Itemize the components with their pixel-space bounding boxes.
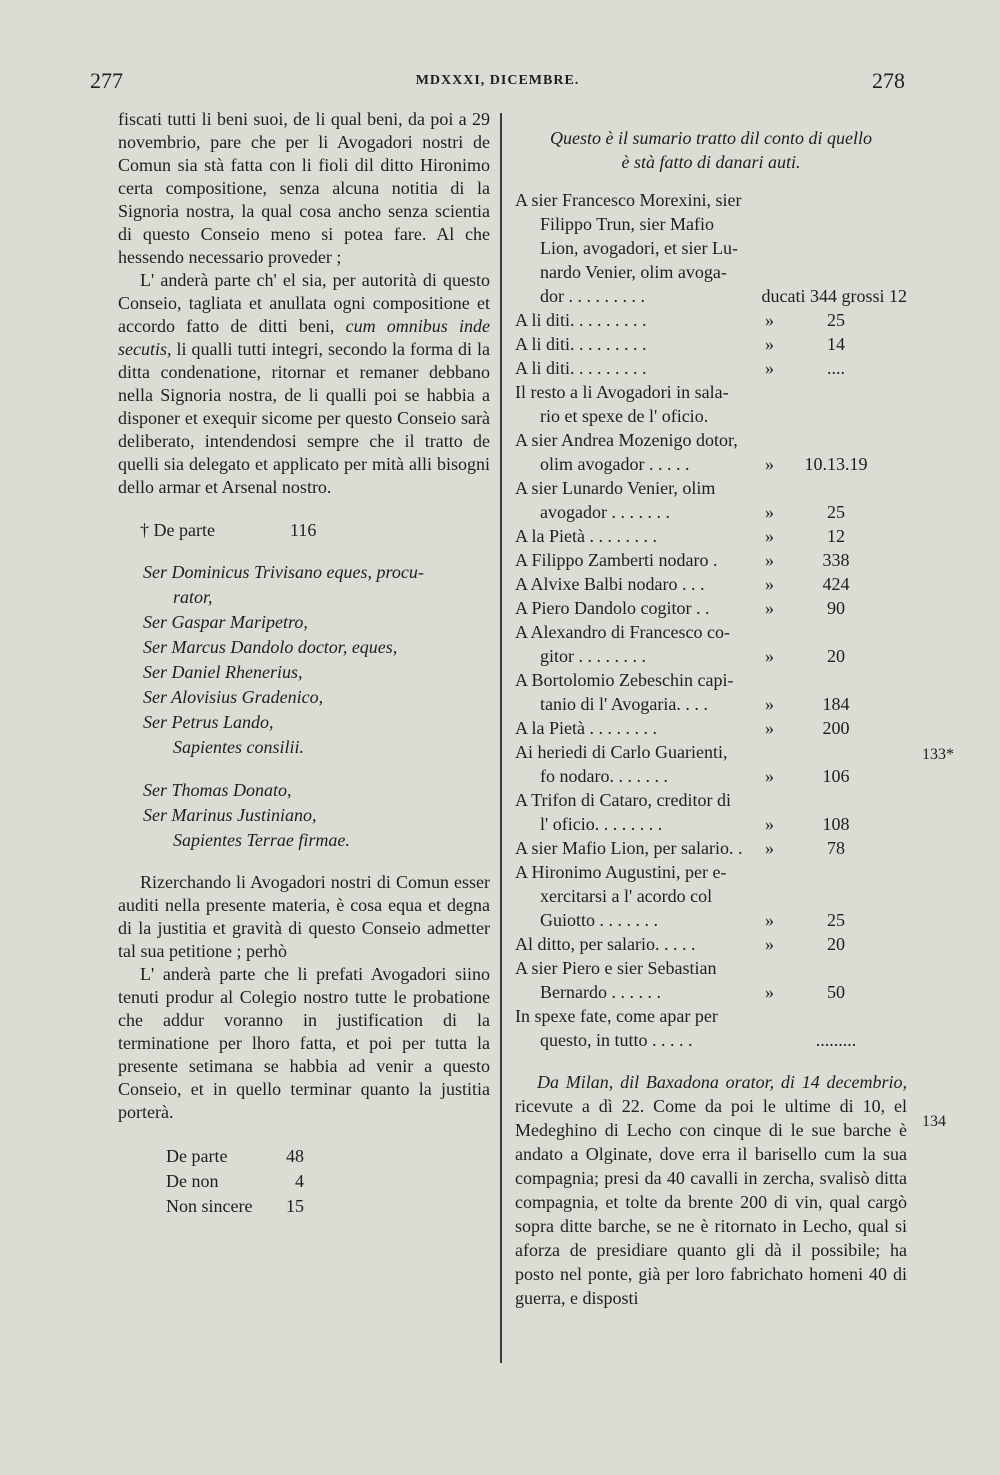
italic-phrase: cum omnibus inde secutis, <box>118 316 491 359</box>
entry-line: nardo Venier, olim avoga- <box>540 262 727 282</box>
ditto-mark: » <box>765 550 774 570</box>
account-entry <box>515 476 907 524</box>
ditto-mark: » <box>765 358 774 378</box>
ditto-mark: » <box>765 310 774 330</box>
account-entry <box>515 332 907 356</box>
entry-amount: 25 <box>827 502 845 522</box>
entry-line: Bernardo . . . . . . <box>540 982 661 1002</box>
page-header <box>90 68 905 98</box>
entry-line: A sier Andrea Mozenigo dotor, <box>515 430 738 450</box>
account-entry <box>515 788 907 836</box>
account-entry <box>515 740 907 788</box>
ditto-mark: » <box>765 934 774 954</box>
entry-line: In spexe fate, come apar per <box>515 1006 718 1026</box>
account-entry <box>515 428 907 476</box>
ditto-mark: » <box>765 814 774 834</box>
entry-amount: 338 <box>822 550 850 570</box>
entry-amount: 25 <box>827 310 845 330</box>
ditto-mark: » <box>765 646 774 666</box>
ditto-mark: » <box>765 838 774 858</box>
right-column <box>515 126 907 1310</box>
account-entry <box>515 380 907 428</box>
entry-line: A li diti. . . . . . . . . <box>515 334 647 354</box>
signatory: Ser Thomas Donato, <box>143 780 292 800</box>
entry-line: Al ditto, per salario. . . . . <box>515 934 696 954</box>
vote-result <box>140 519 490 542</box>
entry-line: A li diti. . . . . . . . . <box>515 310 647 330</box>
signatory-title: Sapientes Terrae firmae. <box>173 830 350 850</box>
entry-amount: 108 <box>822 814 850 834</box>
entry-line: A Piero Dandolo cogitor . . <box>515 598 710 618</box>
entry-line: Filippo Trun, sier Mafio <box>540 214 715 234</box>
entry-line: Il resto a li Avogadori in sala- <box>515 382 729 402</box>
entry-amount: 20 <box>827 934 845 954</box>
account-entry <box>515 668 907 716</box>
entry-line: A li diti. . . . . . . . . <box>515 358 647 378</box>
account-entry <box>515 596 907 620</box>
entry-line: A sier Francesco Morexini, sier <box>515 190 742 210</box>
signatory: Ser Marinus Justiniano, <box>143 805 317 825</box>
entry-amount: 12 <box>827 526 845 546</box>
entry-line: A sier Lunardo Venier, olim <box>515 478 716 498</box>
paragraph-3: Rizerchando li Avogadori nostri di Comun esser auditi nella presente materia, è cosa equa et degna di la justitia et gravità di questo Conseio admetter tal sua petitione ; perhò <box>118 872 490 961</box>
entry-line: A Alexandro di Francesco co- <box>515 622 730 642</box>
entry-amount: 10.13.19 <box>804 454 868 474</box>
entry-line: A la Pietà . . . . . . . . <box>515 718 657 738</box>
entry-amount: 20 <box>827 646 845 666</box>
vote-row: Non sincere 15 <box>166 1196 304 1216</box>
account-entry <box>515 860 907 932</box>
page-number-right: 278 <box>872 68 905 93</box>
entry-amount: .... <box>827 358 845 378</box>
ditto-mark: » <box>765 910 774 930</box>
entry-line: gitor . . . . . . . . <box>540 646 646 666</box>
ditto-mark: » <box>765 574 774 594</box>
vote-row: De non 4 <box>166 1171 304 1191</box>
paragraph-2: L' anderà parte ch' el sia, per autorità di questo Conseio, tagliata et anullata ogni compositione et accordo fatto de ditti beni, cum omnibus inde secutis, li qualli tutti integri, secondo la forma di la ditta condenatione, ritornar et remaner debbano nella Signoria nostra, de li qualli poi se habbia a disponer et exequir sicome per questo Conseio sarà deliberato, intendendosi sempre che il tratto de quelli sia delegato et applicato per mità alli bisogni dello armar et Arsenal nostro. <box>118 270 491 497</box>
letter-paragraph <box>515 1070 907 1310</box>
ditto-mark: » <box>765 454 774 474</box>
entry-line: A Alvixe Balbi nodaro . . . <box>515 574 705 594</box>
entry-amount: 14 <box>827 334 845 354</box>
account-entry <box>515 836 907 860</box>
entry-line: l' oficio. . . . . . . . <box>540 814 663 834</box>
summary-title: Questo è il sumario tratto dil conto di quello è stà fatto di danari auti. <box>550 128 872 172</box>
entry-line: A la Pietà . . . . . . . . <box>515 526 657 546</box>
account-entry <box>515 524 907 548</box>
ditto-mark: » <box>765 694 774 714</box>
entry-line: A Trifon di Cataro, creditor di <box>515 790 731 810</box>
account-entry <box>515 716 907 740</box>
left-column <box>118 108 490 1219</box>
vote-value: 116 <box>290 520 317 540</box>
entry-line: A sier Piero e sier Sebastian <box>515 958 717 978</box>
entry-amount: 25 <box>827 910 845 930</box>
account-entry <box>515 932 907 956</box>
margin-number: 134 <box>922 1113 946 1130</box>
ditto-mark: » <box>765 334 774 354</box>
account-entry <box>515 956 907 1004</box>
running-title: MDXXXI, DICEMBRE. <box>415 73 580 88</box>
entry-line: Ai heriedi di Carlo Guarienti, <box>515 742 728 762</box>
paragraph-1: fiscati tutti li beni suoi, de li qual beni, da poi a 29 novembrio, pare che per li Avogadori nostri de Comun sia stà fatta con li fioli dil ditto Hironimo certa compositione, senza alcuna notitia di la Signoria nostra, la qual cosa ancho senza scientia di questo Conseio meno si potea fare. Al che hessendo necessario proveder ; <box>118 109 490 267</box>
entry-line: Lion, avogadori, et sier Lu- <box>540 238 738 258</box>
entry-line: questo, in tutto . . . . . <box>540 1030 693 1050</box>
entry-amount: ......... <box>815 1030 857 1050</box>
entry-line: fo nodaro. . . . . . . <box>540 766 668 786</box>
margin-number: 133* <box>922 746 954 763</box>
letter-body: ricevute a dì 22. Come da poi le ultime di 10, el Medeghino di Lecho con cinque di le sue barche è andato a Olginate, dove erra il barisello cum la sua compagnia; presi da 40 cavalli in zercha, svalisò ditta compagnia, et tolte da brente 200 di vin, qual cargò sopra ditte barche, se ne è ritornato in Lecho, qual si aforza de presidiare quanto gli dà il possibile; ha posto nel ponte, già per loro fabrichato homeni 40 di guerra, e disposti <box>515 1096 907 1308</box>
vote-label: † De parte <box>140 520 215 540</box>
signatory: Ser Gaspar Maripetro, <box>143 612 308 632</box>
entry-amount: 200 <box>822 718 850 738</box>
entry-line: A Filippo Zamberti nodaro . <box>515 550 718 570</box>
account-entry <box>515 188 907 308</box>
entry-amount: 50 <box>827 982 845 1002</box>
vote-tally <box>166 1144 490 1219</box>
signatory: Ser Daniel Rhenerius, <box>143 662 303 682</box>
account-entry <box>515 620 907 668</box>
entry-line: rio et spexe de l' oficio. <box>540 406 709 426</box>
account-entry <box>515 356 907 380</box>
ditto-mark: » <box>765 766 774 786</box>
entry-line: A Bortolomio Zebeschin capi- <box>515 670 734 690</box>
letter-heading: Da Milan, dil Baxadona orator, di 14 decembrio, <box>537 1072 907 1092</box>
entry-amount: 90 <box>827 598 845 618</box>
signatory: Ser Petrus Lando, <box>143 712 274 732</box>
account-entry <box>515 548 907 572</box>
entry-amount: ducati 344 grossi 12 <box>761 286 907 306</box>
entry-line: A sier Mafio Lion, per salario. . <box>515 838 743 858</box>
entry-line: dor . . . . . . . . . <box>540 286 645 306</box>
page-number-left: 277 <box>90 68 123 93</box>
ditto-mark: » <box>765 982 774 1002</box>
signatory: rator, <box>173 587 213 607</box>
ditto-mark: » <box>765 526 774 546</box>
signatory-title: Sapientes consilii. <box>173 737 304 757</box>
entry-amount: 78 <box>827 838 845 858</box>
entry-amount: 424 <box>822 574 850 594</box>
ditto-mark: » <box>765 598 774 618</box>
entry-line: xercitarsi a l' acordo col <box>540 886 713 906</box>
account-entries <box>515 188 907 1052</box>
signatory: Ser Dominicus Trivisano eques, procu- <box>143 562 424 582</box>
vote-row: De parte 48 <box>166 1146 304 1166</box>
account-entry <box>515 572 907 596</box>
entry-amount: 184 <box>822 694 850 714</box>
account-entry <box>515 1004 907 1052</box>
entry-line: A Hironimo Augustini, per e- <box>515 862 727 882</box>
entry-amount: 106 <box>822 766 850 786</box>
entry-line: olim avogador . . . . . <box>540 454 690 474</box>
entry-line: Guiotto . . . . . . . <box>540 910 659 930</box>
ditto-mark: » <box>765 502 774 522</box>
ditto-mark: » <box>765 718 774 738</box>
column-divider <box>500 113 502 1363</box>
signatory: Ser Alovisius Gradenico, <box>143 687 324 707</box>
account-entry <box>515 308 907 332</box>
entry-line: avogador . . . . . . . <box>540 502 670 522</box>
signatories-consilii <box>143 560 490 853</box>
paragraph-4: L' anderà parte che li prefati Avogadori siino tenuti produr al Colegio nostro tutte le probatione che addur voranno in justification di la terminatione per lhoro fatta, et poi per tutta la presente setimana se habbia ad venir a questo Conseio, et in quello terminar quanto la justitia porterà. <box>118 964 490 1122</box>
entry-line: tanio di l' Avogaria. . . . <box>540 694 708 714</box>
signatory: Ser Marcus Dandolo doctor, eques, <box>143 637 398 657</box>
